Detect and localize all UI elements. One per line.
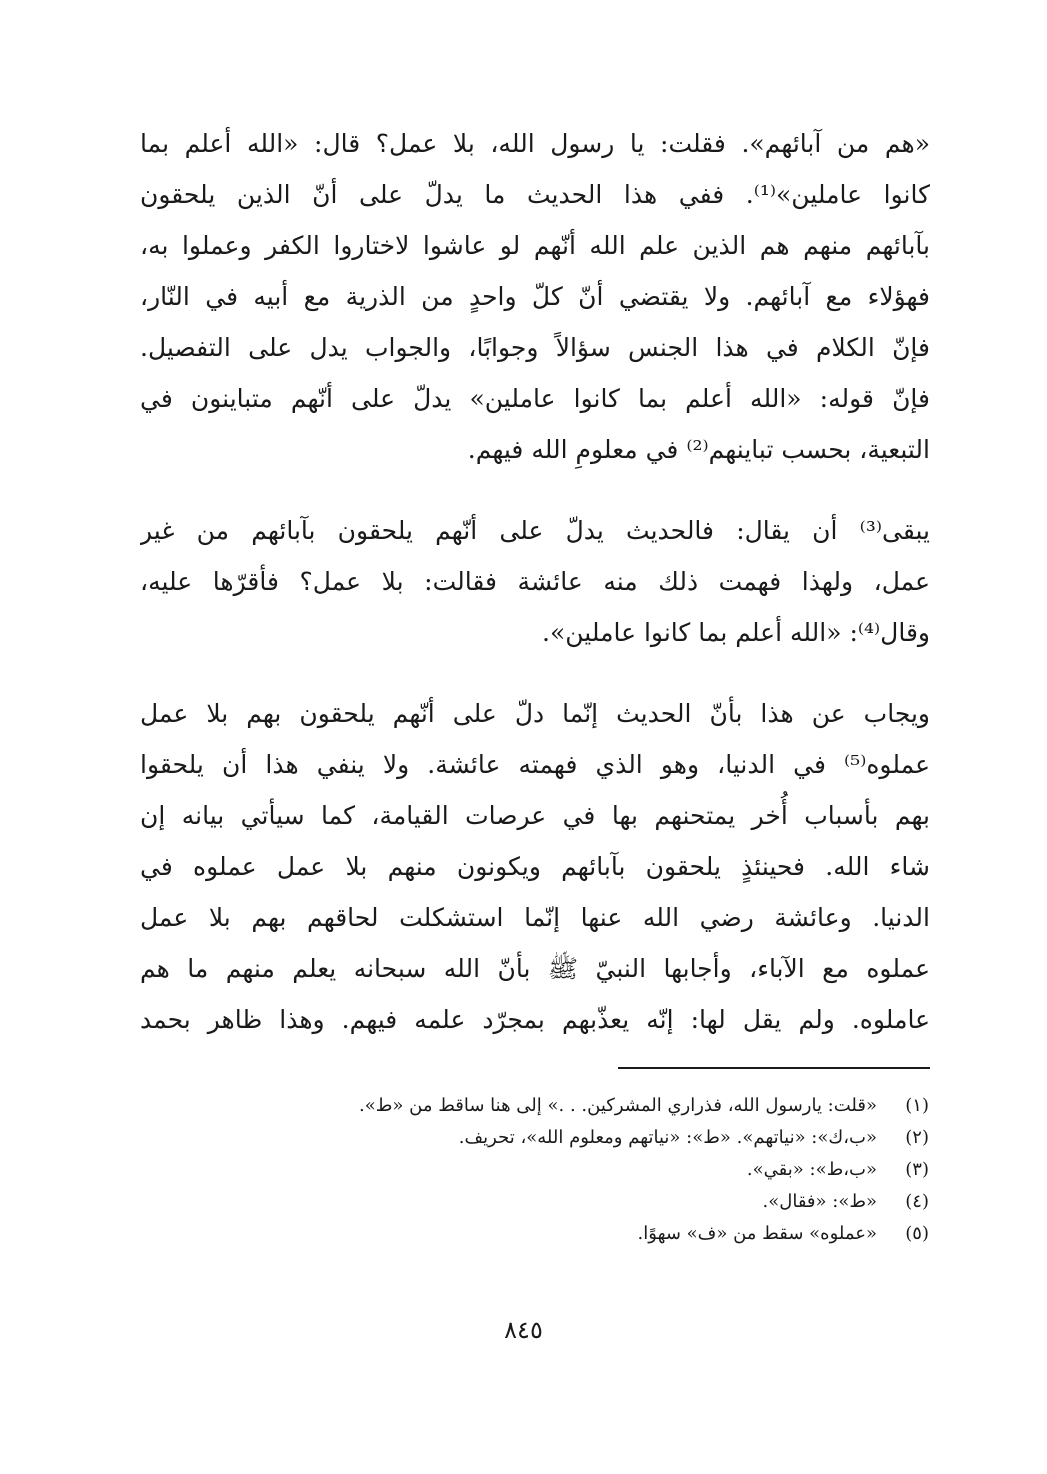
page-body	[140, 118, 930, 1045]
footnote-number: (٤)	[905, 1191, 929, 1212]
text-line: بهم بأسباب أُخر يمتحنهم بها في عرصات القيامة، كما سيأتي بيانه إن	[140, 801, 930, 830]
text-line: يبقى⁽³⁾ أن يقال: فالحديث يدلّ على أنّهم يلحقون بآبائهم من غير	[140, 516, 930, 545]
footnote-number: (٣)	[905, 1159, 929, 1180]
paragraph-1	[140, 118, 930, 475]
text-line: ويجاب عن هذا بأنّ الحديث إنّما دلّ على أنّهم يلحقون بهم بلا عمل	[140, 699, 930, 728]
text-line: الدنيا. وعائشة رضي الله عنها إنّما استشكلت لحاقهم بهم بلا عمل	[140, 903, 930, 932]
text-line: عمل، ولهذا فهمت ذلك منه عائشة فقالت: بلا عمل؟ فأقرّها عليه،	[140, 567, 930, 596]
footnotes	[209, 1090, 929, 1250]
text-line: كانوا عاملين»⁽¹⁾. ففي هذا الحديث ما يدلّ على أنّ الذين يلحقون	[140, 180, 930, 209]
page-number: ٨٤٥	[504, 1316, 543, 1344]
footnote-number: (١)	[905, 1095, 929, 1116]
footnote-text: «ب،ك»: «نياتهم». «ط»: «نياتهم ومعلوم الله»، تحريف.	[458, 1127, 877, 1148]
footnote-number: (٥)	[905, 1223, 929, 1244]
text-line: عملوه⁽⁵⁾ في الدنيا، وهو الذي فهمته عائشة. ولا ينفي هذا أن يلحقوا	[140, 750, 930, 779]
footnote-number: (٢)	[905, 1127, 929, 1148]
text-line: شاء الله. فحينئذٍ يلحقون بآبائهم ويكونون منهم بلا عمل عملوه في	[140, 852, 930, 881]
paragraph-3	[140, 688, 930, 1045]
text-line: وقال⁽⁴⁾: «الله أعلم بما كانوا عاملين».	[542, 618, 930, 647]
footnote	[209, 1090, 929, 1122]
text-line: فإنّ قوله: «الله أعلم بما كانوا عاملين» يدلّ على أنّهم متباينون في	[140, 384, 930, 413]
paragraph-gap	[140, 475, 930, 505]
text-line: بآبائهم منهم هم الذين علم الله أنّهم لو عاشوا لاختاروا الكفر وعملوا به،	[140, 231, 930, 260]
text-line: «هم من آبائهم». فقلت: يا رسول الله، بلا عمل؟ قال: «الله أعلم بما	[140, 129, 930, 158]
footnote	[209, 1186, 929, 1218]
text-line: فهؤلاء مع آبائهم. ولا يقتضي أنّ كلّ واحدٍ من الذرية مع أبيه في النّار،	[140, 282, 930, 311]
footnote	[209, 1154, 929, 1186]
footnote-text: «قلت: يارسول الله، فذراري المشركين. . .» إلى هنا ساقط من «ط».	[359, 1095, 877, 1116]
text-line: عاملوه. ولم يقل لها: إنّه يعذّبهم بمجرّد علمه فيهم. وهذا ظاهر بحمد	[140, 1005, 930, 1034]
text-line: التبعية، بحسب تباينهم⁽²⁾ في معلومِ الله فيهم.	[467, 435, 930, 464]
footnote	[209, 1122, 929, 1154]
text-line: عملوه مع الآباء، وأجابها النبيّ ﷺ بأنّ الله سبحانه يعلم منهم ما هم	[140, 954, 930, 983]
footnote-text: «عملوه» سقط من «ف» سهوًا.	[637, 1223, 877, 1244]
text-line: فإنّ الكلام في هذا الجنس سؤالاً وجوابًا، والجواب يدل على التفصيل.	[140, 333, 930, 362]
footnote	[209, 1218, 929, 1250]
footnote-text: «ط»: «فقال».	[762, 1191, 877, 1212]
paragraph-2	[140, 505, 930, 658]
footnote-separator	[618, 1067, 930, 1069]
footnote-text: «ب،ط»: «بقي».	[746, 1159, 877, 1180]
paragraph-gap	[140, 658, 930, 688]
